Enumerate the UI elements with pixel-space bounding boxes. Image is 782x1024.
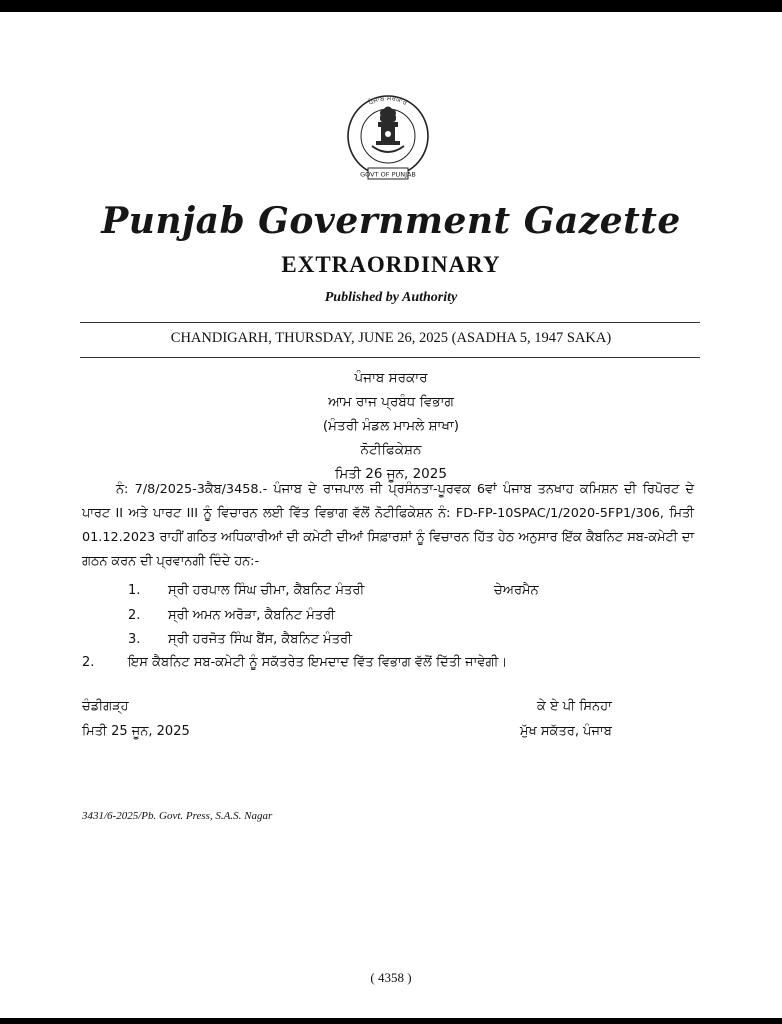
member-2-name: ਸ੍ਰੀ ਅਮਨ ਅਰੋੜਾ, ਕੈਬਨਿਟ ਮੰਤਰੀ xyxy=(168,608,336,623)
member-1-number: 1. xyxy=(128,583,141,598)
document-type: ਨੋਟੀਫਿਕੇਸ਼ਨ xyxy=(360,442,422,458)
notification-date: ਮਿਤੀ 26 ਜੂਨ, 2025 xyxy=(335,466,447,482)
state-emblem-icon xyxy=(340,84,436,194)
member-2-number: 2. xyxy=(128,608,141,623)
signatory-designation: ਮੁੱਖ ਸਕੱਤਰ, ਪੰਜਾਬ xyxy=(520,724,612,739)
government-name: ਪੰਜਾਬ ਸਰਕਾਰ xyxy=(354,370,428,386)
dateline: CHANDIGARH, THURSDAY, JUNE 26, 2025 (ASADHA 5, 1947 SAKA) xyxy=(170,330,612,346)
paragraph-2-text: ਇਸ ਕੈਬਨਿਟ ਸਬ-ਕਮੇਟੀ ਨੂੰ ਸਕੱਤਰੇਤ ਇਮਦਾਦ ਵਿੱਤ ਵਿਭਾਗ ਵੱਲੋਂ ਦਿੱਤੀ ਜਾਵੇਗੀ। xyxy=(128,655,508,670)
published-note: Published by Authority xyxy=(324,290,458,305)
department-name: ਆਮ ਰਾਜ ਪ੍ਰਬੰਧ ਵਿਭਾਗ xyxy=(328,394,454,410)
svg-text:ਪੰਜਾਬ ਸਰਕਾਰ xyxy=(366,94,410,107)
signing-date: ਮਿਤੀ 25 ਜੂਨ, 2025 xyxy=(82,724,190,739)
reference-number: ਨੰ: 7/8/2025-3ਕੈਬ/3458.- xyxy=(116,482,268,497)
member-1-role: ਚੇਅਰਮੈਨ xyxy=(494,583,539,598)
gazette-page xyxy=(0,12,782,1018)
divider-top xyxy=(80,322,700,323)
emblem-top-text: ਪੰਜਾਬ ਸਰਕਾਰ xyxy=(367,93,409,107)
body-text: ਪੰਜਾਬ ਦੇ ਰਾਜਪਾਲ ਜੀ ਪ੍ਰਸੰਨਤਾ-ਪੂਰਵਕ 6ਵਾਂ ਪੰਜਾਬ ਤਨਖਾਹ ਕਮਿਸ਼ਨ ਦੀ ਰਿਪੋਰਟ ਦੇ ਪਾਰਟ II ਅਤੇ ਪਾਰਟ III ਨੂੰ ਵਿਚਾਰਨ ਲਈ ਵਿੱਤ ਵਿਭਾਗ ਵੱਲੋਂ ਨੋਟੀਫਿਕੇਸ਼ਨ ਨੰ: FD-FP-10SPAC/1/2020-5FP1/306, ਮਿਤੀ 01.12.2023 ਰਾਹੀਂ ਗਠਿਤ ਅਧਿਕਾਰੀਆਂ ਦੀ ਕਮੇਟੀ ਦੀਆਂ ਸਿਫ਼ਾਰਸ਼ਾਂ ਨੂੰ ਵਿਚਾਰਨ ਹਿੱਤ ਹੇਠ ਅਨੁਸਾਰ ਇੱਕ ਕੈਬਨਿਟ ਸਬ-ਕਮੇਟੀ ਦਾ ਗਠਨ ਕਰਨ ਦੀ ਪ੍ਰਵਾਨਗੀ ਦਿੰਦੇ ਹਨ:- xyxy=(82,482,694,569)
press-note: 3431/6-2025/Pb. Govt. Press, S.A.S. Nagar xyxy=(82,810,273,822)
notification-body xyxy=(82,478,694,574)
signatory-name: ਕੇ ਏ ਪੀ ਸਿਨਹਾ xyxy=(537,699,612,714)
gazette-title: Punjab Government Gazette xyxy=(101,200,681,242)
paragraph-2-number: 2. xyxy=(82,655,95,670)
member-1-name: ਸ੍ਰੀ ਹਰਪਾਲ ਸਿੰਘ ਚੀਮਾ, ਕੈਬਨਿਟ ਮੰਤਰੀ xyxy=(168,583,365,598)
divider-bottom xyxy=(80,357,700,358)
member-3-number: 3. xyxy=(128,632,141,647)
branch-name: (ਮੰਤਰੀ ਮੰਡਲ ਮਾਮਲੇ ਸ਼ਾਖਾ) xyxy=(322,418,460,434)
emblem-bottom-text: GOVT OF PUNJAB xyxy=(360,170,416,179)
member-3-name: ਸ੍ਰੀ ਹਰਜੋਤ ਸਿੰਘ ਬੈਂਸ, ਕੈਬਨਿਟ ਮੰਤਰੀ xyxy=(168,632,353,647)
gazette-subtitle: EXTRAORDINARY xyxy=(281,252,501,277)
page-number: ( 4358 ) xyxy=(370,970,412,985)
signing-place: ਚੰਡੀਗੜ੍ਹ xyxy=(82,699,129,714)
